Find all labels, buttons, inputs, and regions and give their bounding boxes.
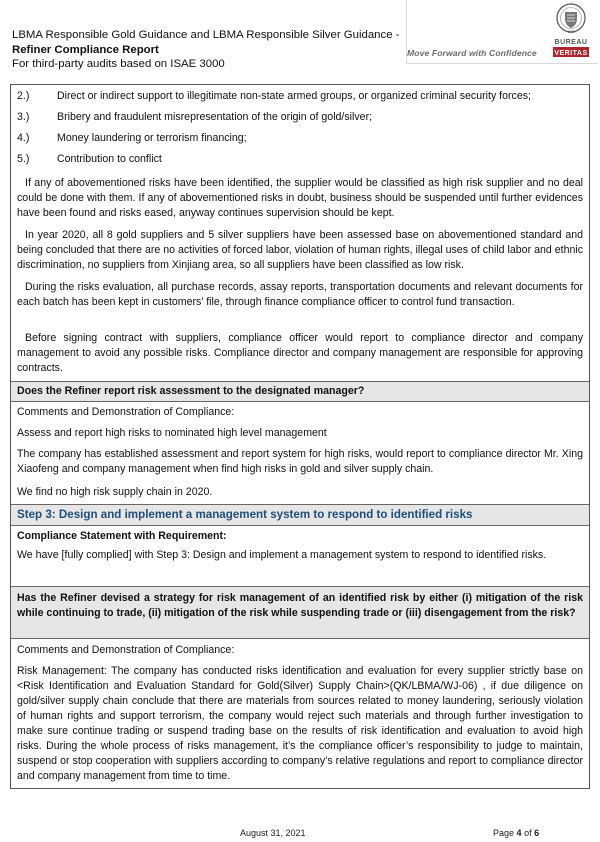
- paragraph-contract-approval: Before signing contract with suppliers, compliance officer would report to compliance director and company management to avoid any possible risks. Compliance director and company management are responsible for approving contracts.: [17, 332, 583, 375]
- list-item: [11, 89, 589, 104]
- header-report-title: Refiner Compliance Report: [12, 43, 159, 56]
- logo-text-veritas: VERITAS: [554, 50, 588, 57]
- logo-year: 1828: [567, 30, 575, 34]
- report-content-table: [10, 84, 590, 789]
- answer-text: We find no high risk supply chain in 2020.: [17, 486, 213, 498]
- page-label: Page: [493, 828, 515, 838]
- compliance-statement: We have [fully complied] with Step 3: Design and implement a management system to respond to identified risks.: [17, 549, 547, 561]
- question-heading: Has the Refiner devised a strategy for risk management of an identified risk by either (i) mitigation of the risk while continuing to trade, (ii) mitigation of the risk while suspending trade or (iii) disengagement from the risk?: [11, 586, 589, 638]
- document-header: [12, 28, 402, 72]
- comments-label: Comments and Demonstration of Compliance:: [11, 638, 589, 659]
- question-heading: Does the Refiner report risk assessment to the designated manager?: [11, 381, 589, 401]
- list-item: [11, 131, 589, 146]
- page-number: [493, 827, 539, 840]
- answer-text: The company has established assessment and report system for high risks, would report to compliance director Mr. Xing Xiaofeng and company management when find high risks in gold and silver supply chain.: [17, 448, 583, 476]
- page-of-label: of: [524, 828, 532, 838]
- list-number: 3.): [17, 111, 30, 123]
- tagline: Move Forward with Confidence: [407, 48, 537, 58]
- answer-text: Risk Management: The company has conducted risks identification and evaluation for every supplier strictly base on <Risk Identification and Evaluation Standard for Gold(Silver) Supply Chain>(QK/LBMA/WJ-06) , if due diligence on gold/silver supply chain conclude that there are materials from sources related to money laundering, seriously violation of human rights and support terrorism, the company would reject such materials and through further investigation to make sure continue trading or suspend trading base on the results of risk identification and evaluation to avoid high risks. During the whole process of risks management, it’s the compliance officer’s responsibility to judge to maintain, suspend or stop cooperation with suppliers according to company’s relative regulations and report to compliance director and company management from time to time.: [17, 665, 583, 783]
- logo-text-bureau: BUREAU: [554, 39, 588, 46]
- bureau-veritas-logo: [551, 2, 591, 60]
- list-text: Direct or indirect support to illegitimate non-state armed groups, or organized criminal security forces;: [57, 90, 531, 102]
- header-subtitle: For third-party audits based on ISAE 3000: [12, 58, 225, 71]
- list-item: [11, 110, 589, 125]
- compliance-statement-label: Compliance Statement with Requirement:: [11, 525, 589, 545]
- paragraph-risk-evaluation: During the risks evaluation, all purchase records, assay reports, transportation documents and relevant documents for each batch has been kept in customers’ file, through finance compliance officer to control fund transaction.: [17, 281, 583, 309]
- page-total: 6: [534, 828, 540, 838]
- step3-heading: Step 3: Design and implement a management system to respond to identified risks: [11, 504, 589, 525]
- list-number: 5.): [17, 153, 30, 165]
- list-number: 2.): [17, 90, 30, 102]
- header-title-line: LBMA Responsible Gold Guidance and LBMA Responsible Silver Guidance -: [12, 29, 400, 41]
- paragraph-supplier-assessment: In year 2020, all 8 gold suppliers and 5 silver suppliers have been assessed base on abovementioned standard and being concluded that there are no activities of forced labor, violation of human rights, illegal uses of child labor and ethnic discrimination, no suppliers from Xinjiang area, so all suppliers have been classified as low risk.: [17, 229, 583, 272]
- footer-date: August 31, 2021: [240, 828, 306, 838]
- list-text: Bribery and fraudulent misrepresentation of the origin of gold/silver;: [57, 111, 373, 123]
- list-text: Contribution to conflict: [57, 153, 162, 165]
- list-number: 4.): [17, 132, 30, 144]
- list-text: Money laundering or terrorism financing;: [57, 132, 247, 144]
- list-item: [11, 152, 589, 167]
- answer-text: Assess and report high risks to nominated high level management: [17, 427, 327, 439]
- paragraph-risk-classification: If any of abovementioned risks have been identified, the supplier would be classified as high risk supplier and no deal could be done with them. If any of abovementioned risks in doubt, business should be suspended until further evidences have been found and risks eased, anyway continues supervision should be kept.: [17, 177, 583, 220]
- comments-label: Comments and Demonstration of Compliance:: [11, 401, 589, 422]
- page-current: 4: [516, 828, 522, 838]
